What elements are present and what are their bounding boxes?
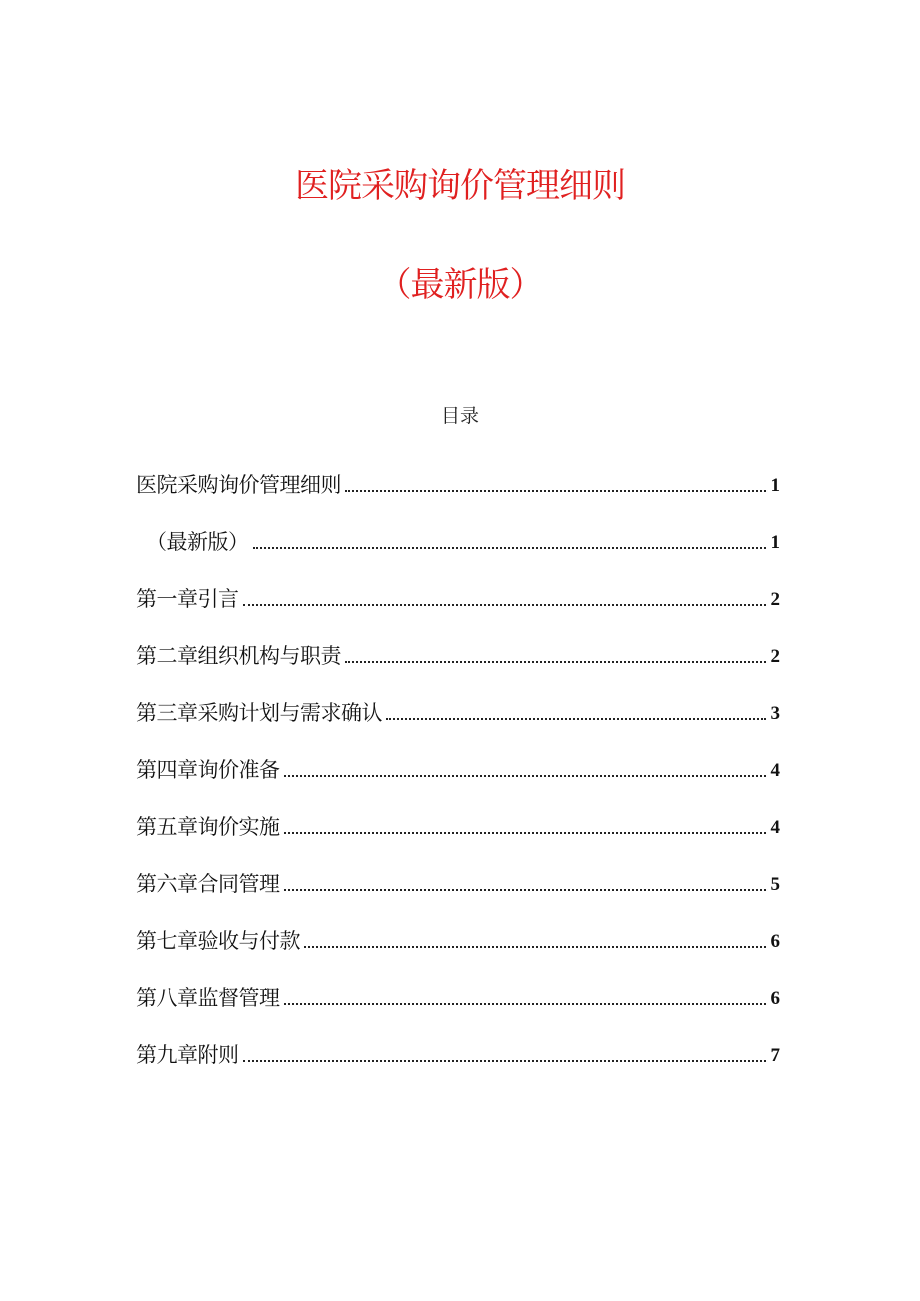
toc-entry-page: 1 [770,532,780,553]
toc-entry-page: 2 [770,646,780,667]
table-of-contents [136,458,780,1085]
toc-entry[interactable] [136,743,780,800]
toc-entry[interactable] [136,971,780,1028]
toc-entry-page: 1 [770,475,780,496]
toc-entry-label: 第一章引言 [136,587,239,611]
toc-entry-label: 第二章组织机构与职责 [136,644,341,668]
toc-entry[interactable] [136,686,780,743]
toc-entry[interactable] [136,800,780,857]
toc-entry-page: 2 [770,589,780,610]
toc-leader-dots [284,832,767,834]
toc-entry-page: 4 [770,817,780,838]
toc-entry[interactable] [136,572,780,629]
toc-leader-dots [243,1060,767,1062]
toc-entry-page: 3 [770,703,780,724]
toc-entry-page: 7 [770,1045,780,1066]
toc-heading: 目录 [440,405,479,427]
toc-entry-page: 5 [770,874,780,895]
toc-entry-label: 第六章合同管理 [136,872,280,896]
toc-entry-label: 第三章采购计划与需求确认 [136,701,382,725]
toc-leader-dots [284,889,767,891]
toc-entry-label: 第八章监督管理 [136,986,280,1010]
toc-entry[interactable] [136,857,780,914]
toc-entry-label: 第五章询价实施 [136,815,280,839]
toc-entry[interactable] [136,629,780,686]
toc-leader-dots [345,661,766,663]
document-subtitle: （最新版） [377,265,543,305]
toc-entry-page: 4 [770,760,780,781]
toc-leader-dots [253,547,767,549]
toc-entry-page: 6 [770,931,780,952]
toc-entry-label: 第四章询价准备 [136,758,280,782]
toc-entry-label: 医院采购询价管理细则 [136,473,341,497]
toc-entry-label: （最新版） [146,530,249,554]
toc-entry-label: 第七章验收与付款 [136,929,300,953]
toc-leader-dots [284,1003,767,1005]
toc-entry-page: 6 [770,988,780,1009]
document-title: 医院采购询价管理细则 [295,166,625,206]
toc-entry[interactable] [136,458,780,515]
toc-entry[interactable] [136,515,780,572]
toc-leader-dots [386,718,766,720]
toc-entry[interactable] [136,1028,780,1085]
toc-leader-dots [243,604,767,606]
toc-leader-dots [345,490,766,492]
toc-leader-dots [284,775,767,777]
toc-entry-label: 第九章附则 [136,1043,239,1067]
toc-leader-dots [304,946,766,948]
toc-entry[interactable] [136,914,780,971]
